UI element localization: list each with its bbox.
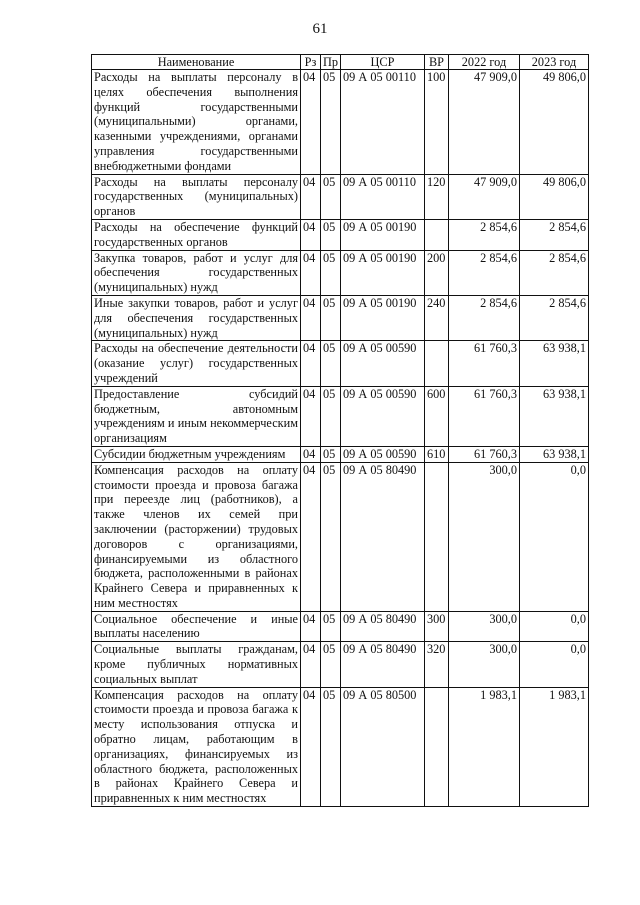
row-2023: 63 938,1	[520, 446, 589, 462]
row-2022: 47 909,0	[449, 174, 520, 219]
row-vr	[425, 341, 449, 386]
row-vr	[425, 219, 449, 250]
row-vr: 100	[425, 70, 449, 175]
table-row	[92, 611, 589, 642]
row-pr: 05	[321, 446, 341, 462]
table-row	[92, 446, 589, 462]
row-2022: 1 983,1	[449, 687, 520, 806]
row-csr: 09 А 05 00110	[341, 174, 425, 219]
row-name: Компенсация расходов на оплату стоимости проезда и провоза багажа при переезде лиц (работников), а также членов их семей при заключении (расторжении) трудовых договоров с организациями, финансируемыми из областного бюджета, расположенными в районах Крайнего Севера и приравненных к ним местностях	[92, 462, 301, 611]
row-csr: 09 А 05 00190	[341, 295, 425, 340]
table-row	[92, 462, 589, 611]
row-2022: 2 854,6	[449, 219, 520, 250]
row-vr: 610	[425, 446, 449, 462]
row-2022: 2 854,6	[449, 250, 520, 295]
row-2022: 300,0	[449, 642, 520, 687]
header-rz: Рз	[301, 55, 321, 70]
row-vr: 200	[425, 250, 449, 295]
row-rz: 04	[301, 219, 321, 250]
row-name: Компенсация расходов на оплату стоимости проезда и провоза багажа к месту использования отпуска и обратно лицам, работающим в организациях, финансируемых из областного бюджета, расположенных в районах Крайнего Севера и приравненных к ним местностях	[92, 687, 301, 806]
table-row	[92, 295, 589, 340]
header-name: Наименование	[92, 55, 301, 70]
row-pr: 05	[321, 642, 341, 687]
table-row	[92, 687, 589, 806]
row-rz: 04	[301, 341, 321, 386]
row-vr: 600	[425, 386, 449, 446]
header-pr: Пр	[321, 55, 341, 70]
row-rz: 04	[301, 687, 321, 806]
row-name: Закупка товаров, работ и услуг для обеспечения государственных (муниципальных) нужд	[92, 250, 301, 295]
row-2022: 300,0	[449, 611, 520, 642]
row-rz: 04	[301, 462, 321, 611]
row-pr: 05	[321, 174, 341, 219]
table-row	[92, 341, 589, 386]
row-2023: 0,0	[520, 642, 589, 687]
table-row	[92, 219, 589, 250]
row-name: Предоставление субсидий бюджетным, автономным учреждениям и иным некоммерческим организациям	[92, 386, 301, 446]
table-row	[92, 386, 589, 446]
row-pr: 05	[321, 341, 341, 386]
row-name: Субсидии бюджетным учреждениям	[92, 446, 301, 462]
row-2023: 63 938,1	[520, 386, 589, 446]
row-name: Иные закупки товаров, работ и услуг для обеспечения государственных (муниципальных) нужд	[92, 295, 301, 340]
row-csr: 09 А 05 80500	[341, 687, 425, 806]
row-rz: 04	[301, 174, 321, 219]
row-2023: 2 854,6	[520, 295, 589, 340]
row-vr: 240	[425, 295, 449, 340]
header-2023: 2023 год	[520, 55, 589, 70]
row-csr: 09 А 05 00110	[341, 70, 425, 175]
row-csr: 09 А 05 00190	[341, 250, 425, 295]
row-2023: 2 854,6	[520, 250, 589, 295]
row-csr: 09 А 05 80490	[341, 611, 425, 642]
row-name: Расходы на выплаты персоналу в целях обеспечения выполнения функций государственными (муниципальными) органами, казенными учреждениями, органами управления государственными внебюджетными фондами	[92, 70, 301, 175]
row-csr: 09 А 05 80490	[341, 642, 425, 687]
row-pr: 05	[321, 687, 341, 806]
row-2023: 49 806,0	[520, 70, 589, 175]
row-csr: 09 А 05 00590	[341, 386, 425, 446]
row-rz: 04	[301, 611, 321, 642]
row-vr	[425, 462, 449, 611]
row-name: Социальные выплаты гражданам, кроме публичных нормативных социальных выплат	[92, 642, 301, 687]
row-pr: 05	[321, 219, 341, 250]
row-rz: 04	[301, 295, 321, 340]
table-row	[92, 250, 589, 295]
row-pr: 05	[321, 611, 341, 642]
row-pr: 05	[321, 462, 341, 611]
row-2022: 300,0	[449, 462, 520, 611]
row-2023: 0,0	[520, 462, 589, 611]
budget-table	[91, 54, 589, 807]
row-vr: 300	[425, 611, 449, 642]
row-rz: 04	[301, 70, 321, 175]
row-pr: 05	[321, 386, 341, 446]
row-rz: 04	[301, 446, 321, 462]
row-rz: 04	[301, 386, 321, 446]
page-number: 61	[312, 21, 328, 37]
table-row	[92, 70, 589, 175]
row-vr: 320	[425, 642, 449, 687]
row-pr: 05	[321, 70, 341, 175]
row-2022: 61 760,3	[449, 386, 520, 446]
row-2022: 2 854,6	[449, 295, 520, 340]
row-csr: 09 А 05 00590	[341, 341, 425, 386]
row-rz: 04	[301, 642, 321, 687]
table-row	[92, 174, 589, 219]
row-rz: 04	[301, 250, 321, 295]
header-csr: ЦСР	[341, 55, 425, 70]
row-name: Социальное обеспечение и иные выплаты населению	[92, 611, 301, 642]
row-name: Расходы на обеспечение деятельности (оказание услуг) государственных учреждений	[92, 341, 301, 386]
row-2023: 63 938,1	[520, 341, 589, 386]
row-csr: 09 А 05 80490	[341, 462, 425, 611]
header-vr: ВР	[425, 55, 449, 70]
header-2022: 2022 год	[449, 55, 520, 70]
row-name: Расходы на выплаты персоналу государственных (муниципальных) органов	[92, 174, 301, 219]
row-csr: 09 А 05 00590	[341, 446, 425, 462]
row-vr	[425, 687, 449, 806]
row-2023: 1 983,1	[520, 687, 589, 806]
header-row	[92, 55, 589, 70]
row-csr: 09 А 05 00190	[341, 219, 425, 250]
row-2022: 61 760,3	[449, 341, 520, 386]
table-row	[92, 642, 589, 687]
row-pr: 05	[321, 295, 341, 340]
row-2023: 49 806,0	[520, 174, 589, 219]
row-vr: 120	[425, 174, 449, 219]
row-2023: 0,0	[520, 611, 589, 642]
row-2022: 47 909,0	[449, 70, 520, 175]
row-name: Расходы на обеспечение функций государственных органов	[92, 219, 301, 250]
row-pr: 05	[321, 250, 341, 295]
row-2023: 2 854,6	[520, 219, 589, 250]
row-2022: 61 760,3	[449, 446, 520, 462]
